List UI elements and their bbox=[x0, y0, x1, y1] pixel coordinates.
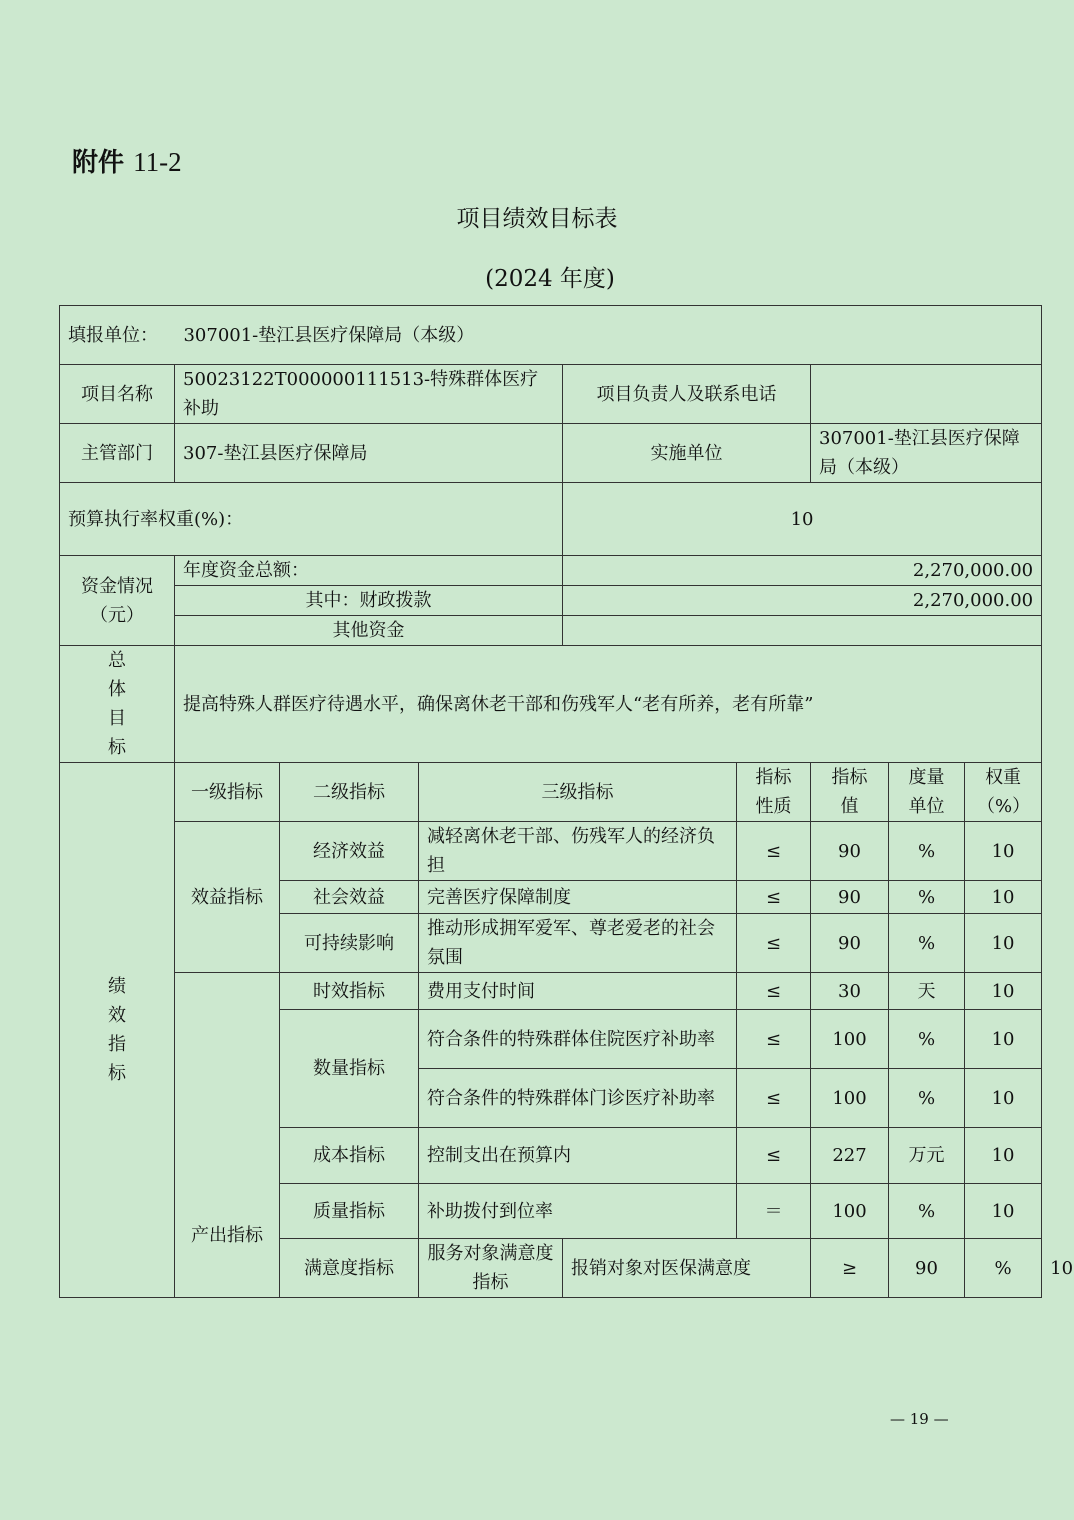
indicator-nature: ≤ bbox=[737, 914, 811, 973]
table-row bbox=[60, 365, 1042, 424]
indicator-weight: 10 bbox=[965, 822, 1042, 881]
indicator-nature: ≤ bbox=[737, 1069, 811, 1128]
fiscal-value: 2,270,000.00 bbox=[563, 586, 1042, 616]
sub-quality: 质量指标 bbox=[280, 1184, 419, 1239]
page-subtitle: (2024 年度) bbox=[485, 266, 615, 292]
budget-weight-label: 预算执行率权重(%)： bbox=[60, 483, 563, 556]
group-benefit: 效益指标 bbox=[175, 822, 280, 973]
funds-label: 资金情况（元） bbox=[60, 556, 175, 646]
indicator-text: 符合条件的特殊群体住院医疗补助率 bbox=[419, 1010, 737, 1069]
indicator-value: 100 bbox=[811, 1069, 889, 1128]
performance-table bbox=[59, 305, 1074, 1298]
goal-text: 提高特殊人群医疗待遇水平，确保离休老干部和伤残军人“老有所养，老有所靠” bbox=[175, 646, 1042, 763]
indicator-text: 完善医疗保障制度 bbox=[419, 881, 737, 914]
table-row bbox=[60, 973, 1042, 1010]
indicator-text: 补助拨付到位率 bbox=[419, 1184, 737, 1239]
project-name-value: 50023122T000000111513-特殊群体医疗补助 bbox=[175, 365, 563, 424]
attachment-label bbox=[72, 142, 182, 179]
budget-weight-value: 10 bbox=[563, 483, 1042, 556]
header-level1: 一级指标 bbox=[175, 763, 280, 822]
table-row bbox=[60, 556, 1042, 586]
indicator-value: 90 bbox=[889, 1239, 965, 1298]
table-row bbox=[60, 646, 1042, 763]
goal-label bbox=[60, 646, 175, 763]
sub-service: 服务对象满意度指标 bbox=[419, 1239, 563, 1298]
indicator-unit: % bbox=[889, 914, 965, 973]
impl-value: 307001-垫江县医疗保障局（本级） bbox=[811, 424, 1042, 483]
indicator-unit: % bbox=[889, 1184, 965, 1239]
dept-label: 主管部门 bbox=[60, 424, 175, 483]
indicator-value: 100 bbox=[811, 1010, 889, 1069]
header-unit: 度量单位 bbox=[889, 763, 965, 822]
indicator-text: 符合条件的特殊群体门诊医疗补助率 bbox=[419, 1069, 737, 1128]
group-satisfaction: 满意度指标 bbox=[280, 1239, 419, 1298]
indicator-nature: ≤ bbox=[737, 973, 811, 1010]
sub-quantity: 数量指标 bbox=[280, 1010, 419, 1128]
table-row bbox=[60, 616, 1042, 646]
indicator-text: 控制支出在预算内 bbox=[419, 1128, 737, 1184]
table-row bbox=[60, 822, 1042, 881]
indicator-unit: % bbox=[965, 1239, 1042, 1298]
indicator-weight: 10 bbox=[965, 881, 1042, 914]
header-nature: 指标性质 bbox=[737, 763, 811, 822]
sub-social: 社会效益 bbox=[280, 881, 419, 914]
indicator-nature: ＝ bbox=[737, 1184, 811, 1239]
fill-unit-cell bbox=[60, 306, 1042, 365]
indicator-unit: 天 bbox=[889, 973, 965, 1010]
performance-label-text: 绩效指标 bbox=[108, 976, 126, 1084]
fill-unit-value: 307001-垫江县医疗保障局（本级） bbox=[183, 324, 475, 346]
table-row bbox=[60, 424, 1042, 483]
indicator-value: 30 bbox=[811, 973, 889, 1010]
attachment-number: 11-2 bbox=[133, 147, 182, 177]
table-row bbox=[60, 586, 1042, 616]
project-lead-value bbox=[811, 365, 1042, 424]
indicator-weight: 10 bbox=[965, 1184, 1042, 1239]
table-row bbox=[60, 306, 1042, 365]
indicator-nature: ≤ bbox=[737, 881, 811, 914]
indicator-weight: 10 bbox=[965, 973, 1042, 1010]
attachment-text: 附件 bbox=[72, 148, 125, 178]
indicator-weight: 10 bbox=[965, 1069, 1042, 1128]
project-name-label: 项目名称 bbox=[60, 365, 175, 424]
indicator-text: 报销对象对医保满意度 bbox=[563, 1239, 811, 1298]
indicator-unit: % bbox=[889, 1010, 965, 1069]
indicator-nature: ≥ bbox=[811, 1239, 889, 1298]
indicator-nature: ≤ bbox=[737, 822, 811, 881]
indicator-nature: ≤ bbox=[737, 1010, 811, 1069]
other-value bbox=[563, 616, 1042, 646]
indicator-unit: 万元 bbox=[889, 1128, 965, 1184]
annual-total-label: 年度资金总额： bbox=[175, 556, 563, 586]
page-title: 项目绩效目标表 bbox=[456, 206, 618, 232]
indicator-value: 227 bbox=[811, 1128, 889, 1184]
group-output: 产出指标 bbox=[175, 973, 280, 1298]
fiscal-label: 其中：财政拨款 bbox=[175, 586, 563, 616]
other-label: 其他资金 bbox=[175, 616, 563, 646]
table-row bbox=[60, 483, 1042, 556]
page-number: — 19 — bbox=[890, 1410, 949, 1428]
indicator-text: 费用支付时间 bbox=[419, 973, 737, 1010]
performance-label bbox=[60, 763, 175, 1298]
indicator-weight: 10 bbox=[965, 1128, 1042, 1184]
sub-time: 时效指标 bbox=[280, 973, 419, 1010]
indicator-unit: % bbox=[889, 1069, 965, 1128]
annual-total-value: 2,270,000.00 bbox=[563, 556, 1042, 586]
dept-value: 307-垫江县医疗保障局 bbox=[175, 424, 563, 483]
header-value: 指标值 bbox=[811, 763, 889, 822]
sub-sustain: 可持续影响 bbox=[280, 914, 419, 973]
indicator-unit: % bbox=[889, 881, 965, 914]
indicator-text: 推动形成拥军爱军、尊老爱老的社会氛围 bbox=[419, 914, 737, 973]
fill-unit-label: 填报单位： bbox=[68, 324, 158, 346]
indicator-unit: % bbox=[889, 822, 965, 881]
table-row: 满意度指标 服务对象满意度指标 报销对象对医保满意度 ≥ 90 % 10 bbox=[60, 1239, 1042, 1298]
indicator-text: 减轻离休老干部、伤残军人的经济负担 bbox=[419, 822, 737, 881]
indicator-value: 90 bbox=[811, 914, 889, 973]
project-lead-label: 项目负责人及联系电话 bbox=[563, 365, 811, 424]
indicator-weight: 10 bbox=[965, 914, 1042, 973]
header-level2: 二级指标 bbox=[280, 763, 419, 822]
indicator-nature: ≤ bbox=[737, 1128, 811, 1184]
sub-economic: 经济效益 bbox=[280, 822, 419, 881]
indicator-value: 90 bbox=[811, 822, 889, 881]
goal-label-text: 总体目标 bbox=[108, 650, 126, 758]
impl-label: 实施单位 bbox=[563, 424, 811, 483]
header-weight: 权重（%） bbox=[965, 763, 1042, 822]
indicator-weight: 10 bbox=[965, 1010, 1042, 1069]
sub-cost: 成本指标 bbox=[280, 1128, 419, 1184]
indicator-value: 100 bbox=[811, 1184, 889, 1239]
header-level3: 三级指标 bbox=[419, 763, 737, 822]
table-row bbox=[60, 763, 1042, 822]
indicator-value: 90 bbox=[811, 881, 889, 914]
